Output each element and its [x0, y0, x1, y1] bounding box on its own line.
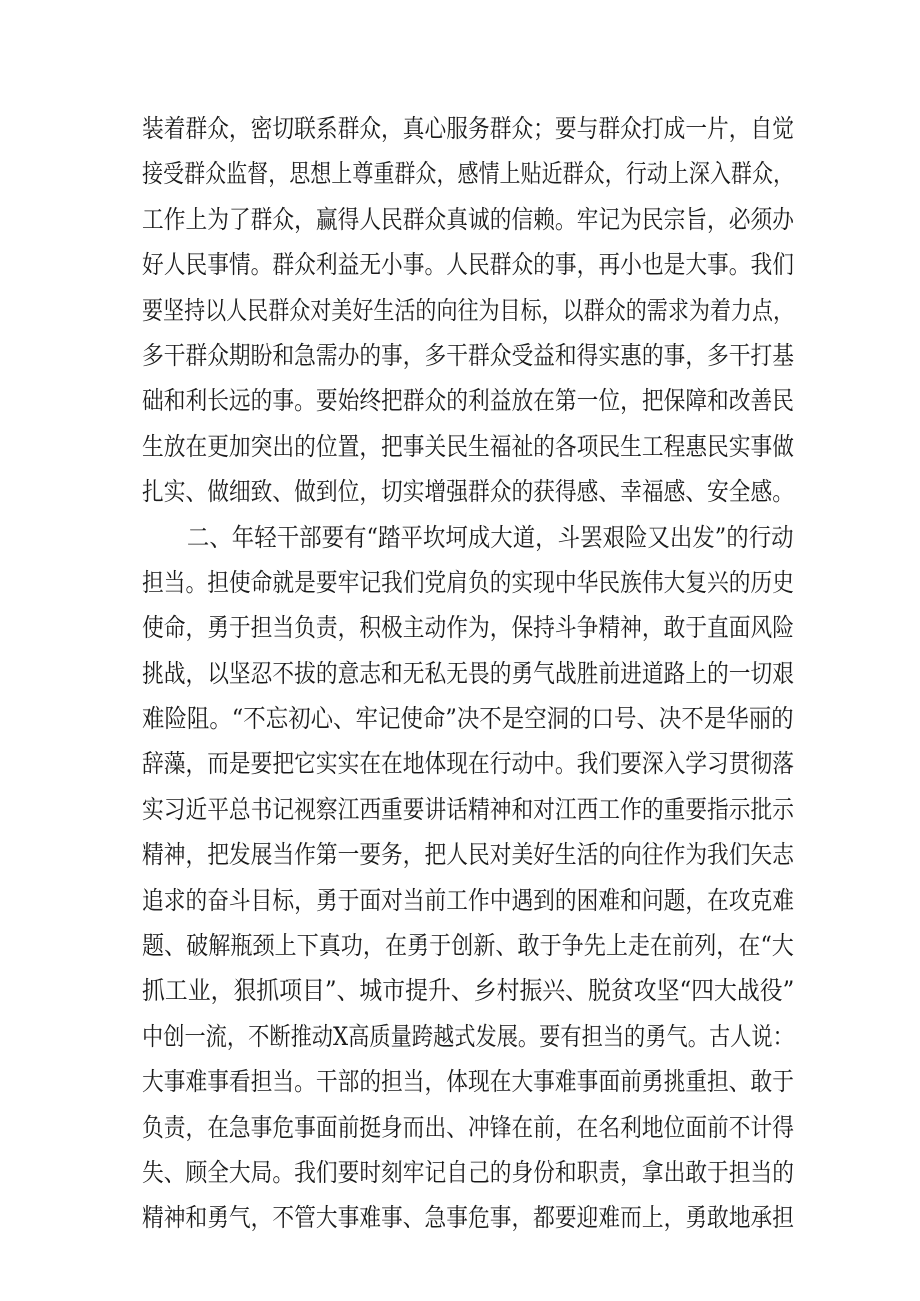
text-line: 追求的奋斗目标，勇于面对当前工作中遇到的困难和问题，在攻克难 [142, 885, 794, 915]
text-line: 础和利长远的事。要始终把群众的利益放在第一位，把保障和改善民 [142, 386, 794, 416]
body-text [142, 106, 794, 1241]
text-line: 装着群众，密切联系群众，真心服务群众；要与群众打成一片，自觉 [142, 114, 794, 143]
text-line: 难险阻。“不忘初心、牢记使命”决不是空洞的口号、决不是华丽的 [142, 704, 794, 734]
text-line: 精神，把发展当作第一要务，把人民对美好生活的向往作为我们矢志 [142, 840, 794, 870]
text-line: 扎实、做细致、做到位，切实增强群众的获得感、幸福感、安全感。 [142, 477, 794, 507]
text-line: 实习近平总书记视察江西重要讲话精神和对江西工作的重要指示批示 [142, 794, 794, 824]
text-line: 使命，勇于担当负责，积极主动作为，保持斗争精神，敢于直面风险 [142, 613, 794, 643]
text-line: 精神和勇气，不管大事难事、急事危事，都要迎难而上，勇敢地承担 [142, 1203, 794, 1233]
text-line: 好人民事情。群众利益无小事。人民群众的事，再小也是大事。我们 [142, 250, 794, 280]
text-line: 大事难事看担当。干部的担当，体现在大事难事面前勇挑重担、敢于 [142, 1067, 794, 1097]
text-line: 题、破解瓶颈上下真功，在勇于创新、敢于争先上走在前列，在“大 [142, 931, 794, 961]
text-line: 失、顾全大局。我们要时刻牢记自己的身份和职责，拿出敢于担当的 [142, 1157, 794, 1187]
text-line: 辞藻，而是要把它实实在在地体现在行动中。我们要深入学习贯彻落 [142, 749, 794, 779]
text-line: 多干群众期盼和急需办的事，多干群众受益和得实惠的事，多干打基 [142, 340, 794, 370]
text-line: 负责，在急事危事面前挺身而出、冲锋在前，在名利地位面前不计得 [142, 1112, 794, 1142]
paragraph-start-line: 二、年轻干部要有“踏平坎坷成大道，斗罢艰险又出发”的行动 [186, 522, 794, 552]
text-line: 抓工业，狠抓项目”、城市提升、乡村振兴、脱贫攻坚“四大战役” [142, 976, 795, 1006]
text-line: 担当。担使命就是要牢记我们党肩负的实现中华民族伟大复兴的历史 [142, 567, 794, 597]
text-line: 接受群众监督，思想上尊重群众，感情上贴近群众，行动上深入群众， [142, 159, 795, 189]
text-line: 工作上为了群众，赢得人民群众真诚的信赖。牢记为民宗旨，必须办 [142, 204, 794, 234]
text-line: 中创一流，不断推动X高质量跨越式发展。要有担当的勇气。古人说： [142, 1021, 794, 1051]
text-line: 挑战，以坚忍不拔的意志和无私无畏的勇气战胜前进道路上的一切艰 [142, 658, 794, 688]
text-line: 生放在更加突出的位置，把事关民生福祉的各项民生工程惠民实事做 [142, 431, 794, 461]
text-line: 要坚持以人民群众对美好生活的向往为目标，以群众的需求为着力点， [142, 295, 795, 325]
